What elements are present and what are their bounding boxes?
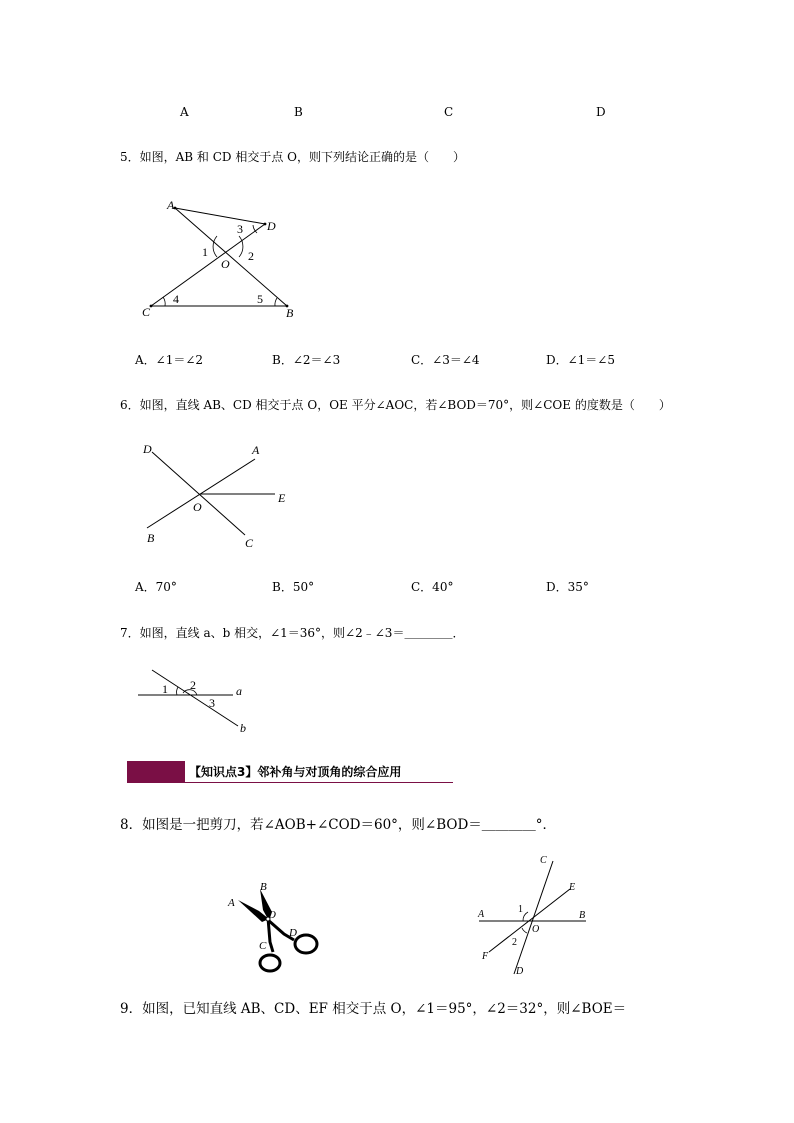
q5-arc-5 bbox=[275, 298, 277, 306]
q7-label-a: a bbox=[236, 684, 242, 698]
q7-stem: 7．如图，直线 a、b 相交，∠1＝36°，则∠2﹣∠3＝＿＿＿＿． bbox=[120, 626, 465, 640]
top-option-a: A bbox=[180, 105, 189, 119]
q8-lines-figure bbox=[474, 850, 594, 980]
top-option-c: C bbox=[444, 105, 454, 119]
lines-label-d: D bbox=[516, 966, 524, 977]
q5-arc-4 bbox=[163, 297, 165, 306]
q8-scissors-figure bbox=[222, 876, 327, 978]
q5-label-5: 5 bbox=[257, 292, 263, 306]
top-option-d: D bbox=[596, 105, 606, 119]
q5-label-3: 3 bbox=[237, 222, 243, 236]
q6-option-c: C．40° bbox=[411, 580, 454, 594]
q7-label-2: 2 bbox=[190, 678, 196, 692]
q7-label-1: 1 bbox=[162, 682, 168, 696]
lines-label-c: C bbox=[540, 855, 547, 866]
q5-stem: 5．如图，AB 和 CD 相交于点 O，则下列结论正确的是（ ） bbox=[120, 150, 466, 164]
q9-stem: 9．如图，已知直线 AB、CD、EF 相交于点 O，∠1＝95°，∠2＝32°，则∠BOE＝ bbox=[120, 1001, 627, 1017]
lines-label-o: O bbox=[532, 924, 540, 935]
q8-arc-1 bbox=[523, 912, 528, 921]
q5-label-a: A bbox=[167, 198, 175, 212]
q5-label-b: B bbox=[286, 306, 294, 320]
q6-option-d: D．35° bbox=[546, 580, 589, 594]
section-rule bbox=[127, 782, 453, 783]
q7-figure bbox=[135, 665, 255, 737]
q6-label-d: D bbox=[143, 442, 152, 456]
q5-arc-2 bbox=[239, 236, 243, 257]
section-header bbox=[127, 761, 453, 783]
q7-label-b: b bbox=[240, 721, 246, 735]
lines-label-f: F bbox=[482, 951, 489, 962]
q6-label-a: A bbox=[252, 443, 260, 457]
q5-label-d: D bbox=[267, 219, 276, 233]
q5-label-2: 2 bbox=[248, 249, 254, 263]
q6-label-c: C bbox=[245, 536, 254, 550]
q7-arc-1 bbox=[177, 687, 178, 695]
scissors-label-o: O bbox=[268, 909, 276, 921]
q6-option-a: A．70° bbox=[135, 580, 177, 594]
scissors-label-d: D bbox=[289, 927, 297, 939]
q5-arc-1 bbox=[213, 236, 217, 257]
q5-figure bbox=[135, 192, 310, 322]
lines-label-1: 1 bbox=[518, 904, 523, 915]
q6-option-b: B．50° bbox=[272, 580, 315, 594]
section-accent-block bbox=[127, 761, 185, 782]
q5-label-4: 4 bbox=[173, 292, 179, 306]
lines-label-a: A bbox=[478, 909, 485, 920]
q5-option-c: C．∠3＝∠4 bbox=[411, 353, 480, 367]
q7-label-3: 3 bbox=[209, 696, 215, 710]
lines-label-b: B bbox=[579, 910, 586, 921]
q6-figure bbox=[135, 437, 295, 555]
q5-option-b: B．∠2＝∠3 bbox=[272, 353, 341, 367]
q6-label-e: E bbox=[278, 491, 286, 505]
scissors-label-b: B bbox=[260, 881, 267, 893]
scissors-ring-c bbox=[260, 955, 280, 971]
q6-label-b: B bbox=[147, 531, 155, 545]
scissors-label-a: A bbox=[228, 897, 235, 909]
q5-line-ad bbox=[175, 208, 265, 224]
scissors-label-c: C bbox=[259, 940, 267, 952]
q5-label-o: O bbox=[221, 257, 230, 271]
scissors-ring-d bbox=[295, 935, 317, 953]
q5-option-a: A．∠1＝∠2 bbox=[135, 353, 204, 367]
q5-option-d: D．∠1＝∠5 bbox=[546, 353, 616, 367]
q5-label-1: 1 bbox=[202, 245, 208, 259]
lines-label-2: 2 bbox=[512, 937, 517, 948]
q5-label-c: C bbox=[142, 305, 151, 319]
q8-arc-2 bbox=[522, 928, 527, 933]
top-option-b: B bbox=[294, 105, 303, 119]
q6-label-o: O bbox=[193, 500, 202, 514]
q8-stem: 8．如图是一把剪刀，若∠AOB+∠COD＝60°，则∠BOD＝＿＿＿＿°． bbox=[120, 817, 557, 833]
q6-stem: 6．如图，直线 AB、CD 相交于点 O，OE 平分∠AOC，若∠BOD＝70°，则∠COE 的度数是（ ） bbox=[120, 398, 671, 412]
lines-label-e: E bbox=[569, 882, 576, 893]
section-title: 【知识点3】邻补角与对顶角的综合应用 bbox=[189, 765, 402, 779]
